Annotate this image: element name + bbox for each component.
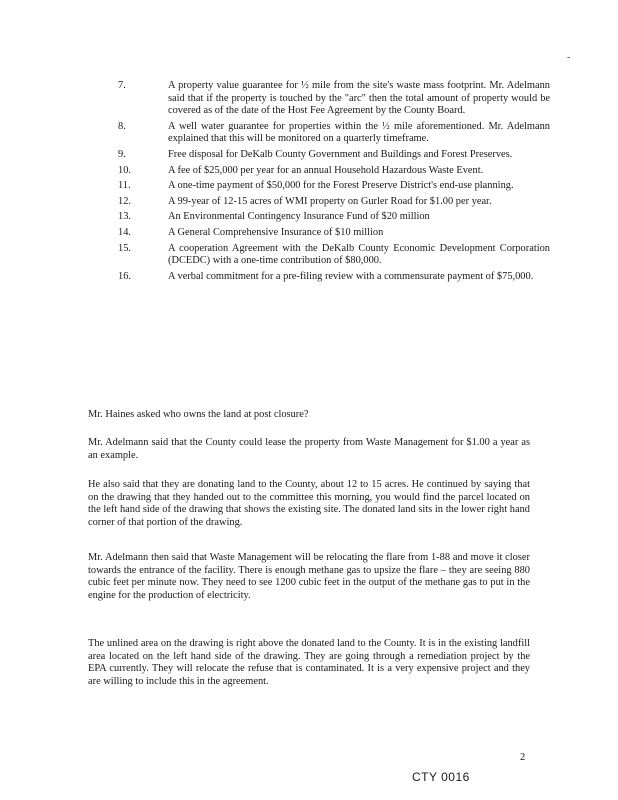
page-number: 2 (520, 752, 526, 763)
paragraph-donated-land: He also said that they are donating land to the County, about 12 to 15 acres. He continued by saying that on the drawing that they handed out to the committee this morning, you would find the parcel located on the left hand side of the drawing that shows the existing site. The donated land sits in the lower right hand corner of that portion of the drawing. (88, 479, 530, 528)
list-item-number: 14. (118, 226, 131, 238)
list-item-number: 7. (118, 80, 126, 91)
corner-mark: - (567, 52, 571, 63)
list-item-text: A fee of $25,000 per year for an annual Household Hazardous Waste Event. (168, 164, 484, 176)
list-item-number: 10. (118, 164, 131, 176)
paragraph-lease: Mr. Adelmann said that the County could lease the property from Waste Management for $1.00 a year as an example. (88, 437, 530, 461)
paragraph-question: Mr. Haines asked who owns the land at post closure? (88, 409, 309, 420)
list-item (118, 121, 550, 146)
list-item-text: A cooperation Agreement with the DeKalb County Economic Development Corporation (DCEDC) with a one-time contribution of $80,000. (168, 242, 550, 267)
list-item-number: 9. (118, 148, 126, 160)
list-item-text: A one-time payment of $50,000 for the Forest Preserve District's end-use planning. (168, 180, 514, 192)
list-item-number: 11. (118, 180, 131, 192)
list-item (118, 243, 550, 268)
bates-stamp: CTY 0016 (412, 770, 470, 784)
list-item-number: 8. (118, 120, 126, 132)
list-item-text: A verbal commitment for a pre-filing review with a commensurate payment of $75,000. (168, 270, 534, 282)
list-item (118, 180, 550, 193)
list-item-text: An Environmental Contingency Insurance Fund of $20 million (168, 211, 430, 223)
list-item (118, 80, 550, 118)
list-item (118, 227, 550, 240)
list-item-number: 12. (118, 195, 131, 207)
list-item (118, 196, 550, 209)
list-item (118, 271, 550, 284)
list-item-text: Free disposal for DeKalb County Government and Buildings and Forest Preserves. (168, 148, 513, 160)
paragraph-flare: Mr. Adelmann then said that Waste Management will be relocating the flare from 1-88 and move it closer towards the entrance of the facility. There is enough methane gas to upsize the flare – they are seeing 880 cubic feet per minute now. They need to see 1200 cubic feet in the output of the methane gas to put in the engine for the production of electricity. (88, 552, 530, 601)
list-item (118, 149, 550, 162)
list-item-text: A property value guarantee for ½ mile from the site's waste mass footprint. Mr. Adelmann said that if the property is touched by the "arc" then the total amount of property would be covered as of the date of the Host Fee Agreement by the County Board. (168, 80, 550, 117)
list-item-number: 13. (118, 211, 131, 223)
list-item-text: A General Comprehensive Insurance of $10 million (168, 226, 384, 238)
list-item (118, 211, 550, 224)
list-item (118, 165, 550, 178)
list-item-number: 16. (118, 270, 131, 282)
list-item-text: A well water guarantee for properties within the ½ mile aforementioned. Mr. Adelmann explained that this will be monitored on a quarterly timeframe. (168, 120, 550, 145)
list-item-text: A 99-year of 12-15 acres of WMI property on Gurler Road for $1.00 per year. (168, 195, 492, 207)
paragraph-unlined-area: The unlined area on the drawing is right above the donated land to the County. It is in the existing landfill area located on the left hand side of the drawing. They are going through a remediation project by the EPA currently. They will relocate the refuse that is contaminated. It is a very expensive project and they are willing to include this in the agreement. (88, 638, 530, 687)
list-item-number: 15. (118, 242, 131, 254)
numbered-list (118, 80, 550, 286)
